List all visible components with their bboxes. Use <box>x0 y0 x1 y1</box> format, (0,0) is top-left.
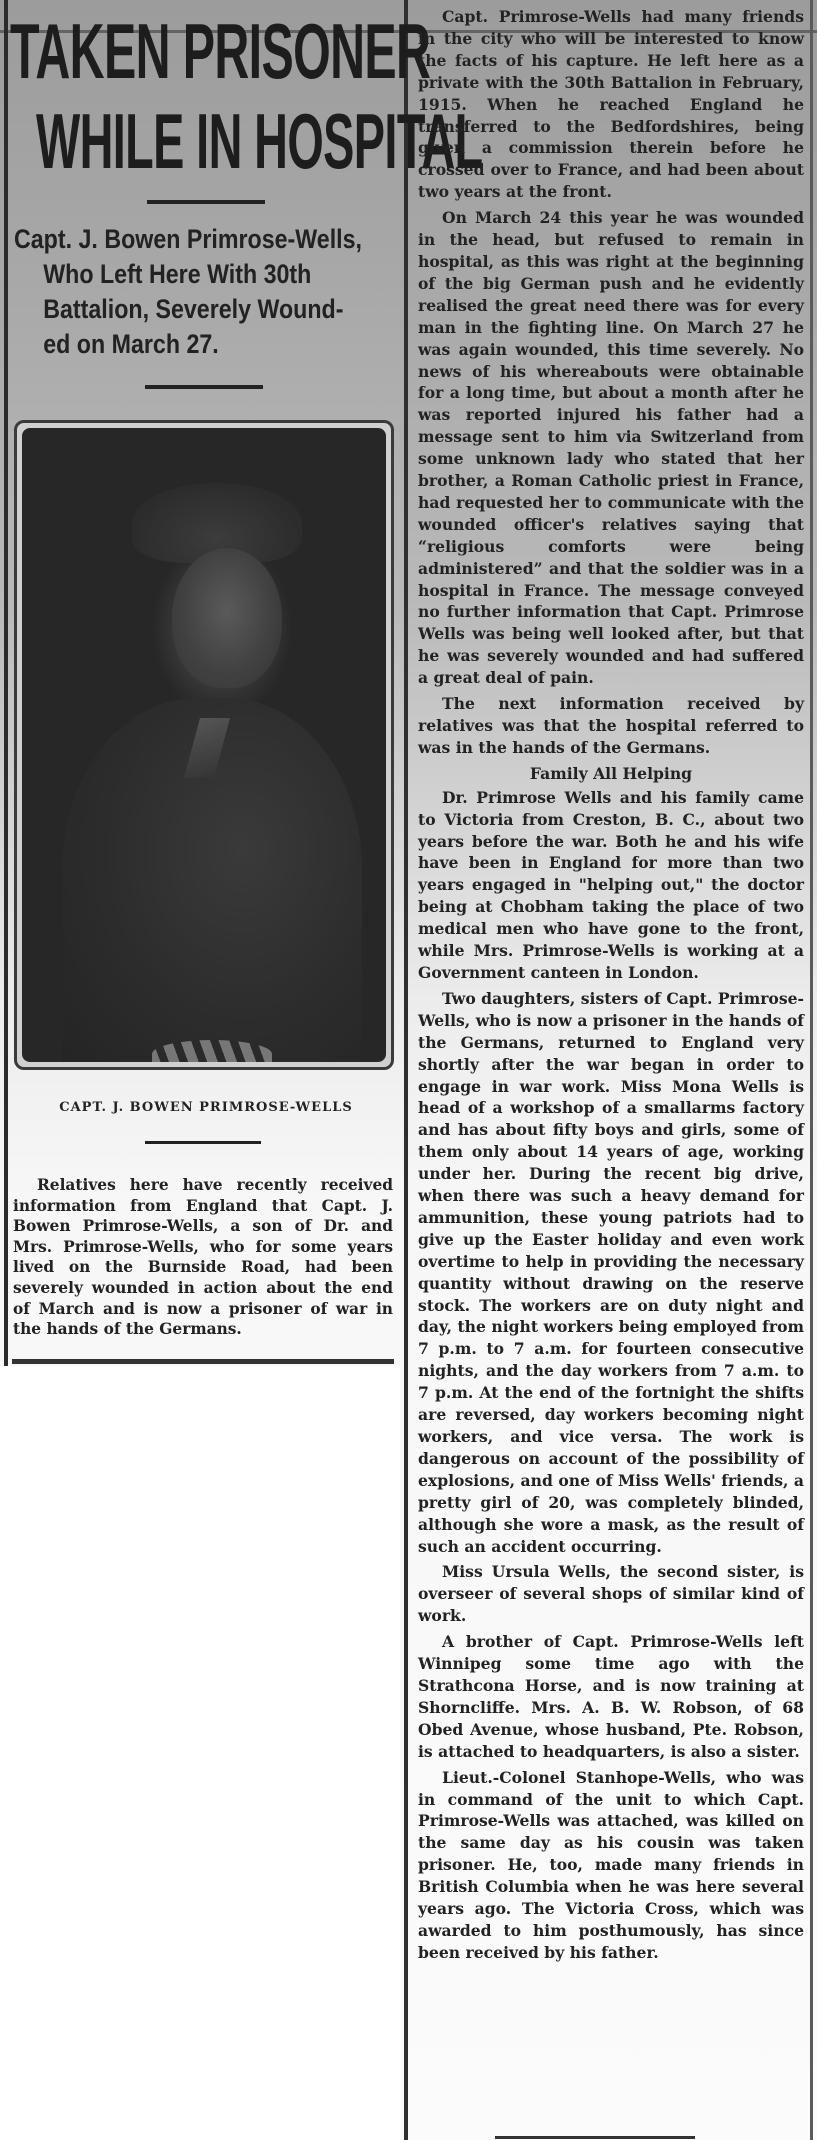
paragraph: Miss Ursula Wells, the second sister, is overseer of several shops of similar kind of work. <box>418 1562 804 1626</box>
photo-caption: CAPT. J. BOWEN PRIMROSE-WELLS <box>59 1100 353 1115</box>
photo-face-shape <box>172 548 282 688</box>
portrait-photo <box>22 428 386 1062</box>
paragraph: Dr. Primrose Wells and his family came to Victoria from Creston, B. C., about two years before the war. Both he and his wife have been in England for more than two years engaged in "helping out," the doctor being at Chobham taking the place of two medical men who have gone to the front, while Mrs. Primrose-Wells is working at a Government canteen in London. <box>418 787 804 982</box>
paragraph: Capt. Primrose-Wells had many friends in the city who will be interested to know the facts of his capture. He left here as a private with the 30th Battalion in February, 1915. When he reached England he transferred to the Bedfordshires, being given a commission therein before he crossed over to France, and had been about two years at the front. <box>418 7 804 202</box>
paragraph: Two daughters, sisters of Capt. Primrose-Wells, who is now a prisoner in the hands of the Germans, returned to England very shortly after the war began in order to engage in war work. Miss Mona Wells is head of a workshop of a smallarms factory and has about fifty boys and girls, some of them only about 14 years of age, working under her. During the recent big drive, when there was such a heavy demand for ammunition, these young patriots had to give up the Easter holiday and even work overtime to help in providing the necessary quantity without drawing on the reserve stock. The workers are on duty night and day, the night workers being employed from 7 p.m. to 7 a.m. for fourteen consecutive nights, and the day workers from 7 a.m. to 7 p.m. At the end of the fortnight the shifts are reversed, day workers becoming night workers, and vice versa. The work is dangerous on account of the possibility of explosions, and one of Miss Wells' friends, a pretty girl of 20, was completely blinded, although she wore a mask, as the result of such an accident occurring. <box>418 988 804 1556</box>
headline-line-1: TAKEN PRISONER <box>10 7 431 95</box>
paragraph: Lieut.-Colonel Stanhope-Wells, who was in command of the unit to which Capt. Primrose-Wells was attached, was killed on the same day as his cousin was taken prisoner. He, too, made many friends in British Columbia when he was here several years ago. The Victoria Cross, which was awarded to him posthumously, has since been received by his father. <box>418 1767 804 1962</box>
left-column-border <box>4 0 8 1366</box>
subheadline-line: Capt. J. Bowen Primrose-Wells, <box>14 224 362 254</box>
end-rule <box>12 1359 394 1364</box>
subheadline-line: ed on March 27. <box>43 329 219 359</box>
continuation-text <box>418 6 804 1964</box>
subheadline-line: Who Left Here With 30th <box>43 259 312 289</box>
paragraph: The next information received by relatives was that the hospital referred to was in the hands of the Germans. <box>418 694 804 757</box>
portrait-photo-frame <box>14 420 394 1070</box>
subheadline <box>14 222 394 362</box>
frame-ornament-icon <box>152 1040 272 1062</box>
lead-paragraph-block <box>13 1175 393 1340</box>
paragraph: On March 24 this year he was wounded in the head, but refused to remain in hospital, as this was right at the beginning of the big German push and he evidently realised the great need there was for every man in the fighting line. On March 27 he was again wounded, this time severely. No news of his whereabouts were obtainable for a long time, but about a month after he was reported injured his father had a message sent to him via Switzerland from some unknown lady who stated that her brother, a Roman Catholic priest in France, had requested her to communicate with the wounded officer's relatives saying that “religious comforts were being administered” and that the soldier was in a hospital in France. The message conveyed no further information that Capt. Primrose Wells was being well looked after, but that he was severely wounded and had suffered a great deal of pain. <box>418 208 804 688</box>
subheadline-line: Battalion, Severely Wound- <box>43 294 344 324</box>
caption-divider <box>145 1141 261 1144</box>
paragraph: A brother of Capt. Primrose-Wells left Winnipeg some time ago with the Strathcona Horse, and is now training at Shorncliffe. Mrs. A. B. W. Robson, of 68 Obed Avenue, whose husband, Pte. Robson, is attached to headquarters, is also a sister. <box>418 1632 804 1761</box>
blank-area <box>0 1366 400 2140</box>
right-column <box>418 6 804 1968</box>
headline-line-2: WHILE IN HOSPITAL <box>36 97 483 185</box>
right-column-border <box>810 0 813 2140</box>
lead-paragraph: Relatives here have recently received information from England that Capt. J. Bowen Primrose-Wells, a son of Dr. and Mrs. Primrose-Wells, who for some years lived on the Burnside Road, had been severely wounded in action about the end of March and is now a prisoner of war in the hands of the Germans. <box>13 1176 393 1339</box>
subheadline-divider <box>145 385 263 389</box>
article-end-rule <box>495 2136 695 2139</box>
headline-divider <box>147 200 265 204</box>
subsection-title: Family All Helping <box>529 763 693 783</box>
column-divider <box>404 0 408 2140</box>
